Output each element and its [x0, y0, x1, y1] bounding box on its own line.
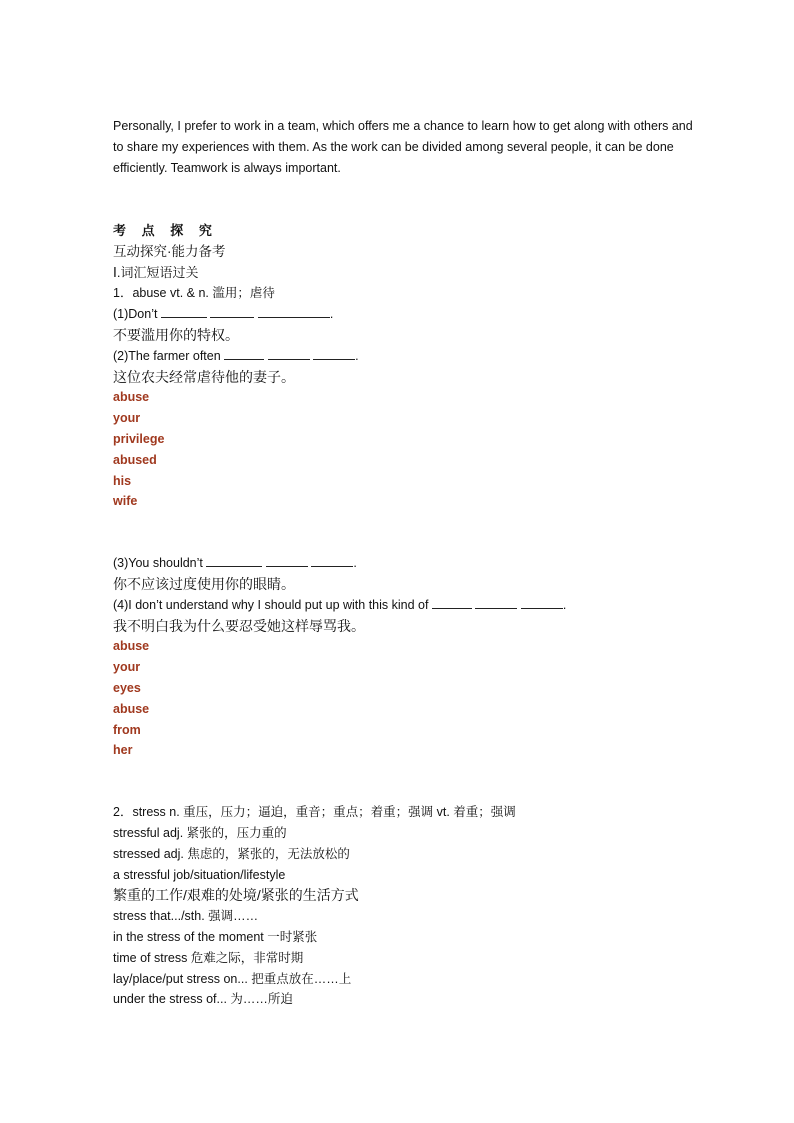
- item1-question-2-translation: 这位农夫经常虐待他的妻子。: [113, 368, 295, 385]
- answer-item: from: [113, 722, 141, 737]
- blank-8: [266, 555, 308, 567]
- blank-11: [475, 597, 517, 609]
- answer-item: abuse: [113, 639, 150, 654]
- q3-end: .: [353, 556, 357, 571]
- answer-item: her: [113, 743, 133, 758]
- answer-item: abuse: [113, 701, 150, 716]
- q3-text: (3)You shouldn’t: [113, 556, 207, 571]
- answer-block-b: [113, 636, 693, 761]
- blank-3: [258, 306, 330, 318]
- item1-question-3: [113, 553, 693, 574]
- item1-question-3-translation: 你不应该过度使用你的眼睛。: [113, 575, 295, 592]
- item2-line: time of stress 危难之际，非常时期: [113, 950, 304, 965]
- item2-line: stressful adj. 紧张的，压力重的: [113, 825, 287, 840]
- answer-item: your: [113, 660, 141, 675]
- blank-5: [268, 348, 310, 360]
- document-page: [113, 116, 693, 1010]
- q2-text: (2)The farmer often: [113, 348, 225, 363]
- answer-item: his: [113, 473, 132, 488]
- blank-12: [521, 597, 563, 609]
- blank-2: [210, 306, 254, 318]
- q2-end: .: [355, 348, 359, 363]
- blank-1: [161, 306, 207, 318]
- answer-item: privilege: [113, 431, 165, 446]
- intro-paragraph: Personally, I prefer to work in a team, which offers me a chance to learn how to get along with others and to share my experiences with them. As the work can be divided among several people, it can be done efficiently. Teamwork is always important.: [113, 119, 693, 175]
- item1-heading: 1．abuse vt. & n. 滥用；虐待: [113, 286, 275, 301]
- item2-line: under the stress of... 为……所迫: [113, 992, 293, 1007]
- blank-10: [432, 597, 472, 609]
- item2-line: lay/place/put stress on... 把重点放在……上: [113, 971, 352, 986]
- section-subtitle: 互动探究·能力备考: [113, 243, 226, 259]
- blank-7: [206, 555, 262, 567]
- blank-4: [224, 348, 264, 360]
- blank-6: [313, 348, 355, 360]
- part-heading: Ⅰ.词汇短语过关: [113, 264, 199, 280]
- q4-text: (4)I don’t understand why I should put up with this kind of: [113, 597, 432, 612]
- q1-text: (1)Don’t: [113, 307, 161, 322]
- item2-line: stressed adj. 焦虑的，紧张的，无法放松的: [113, 846, 350, 861]
- item2-line: in the stress of the moment 一时紧张: [113, 929, 318, 944]
- item2-line: 繁重的工作/艰难的处境/紧张的生活方式: [113, 887, 359, 904]
- answer-item: wife: [113, 494, 138, 509]
- answer-block-a: [113, 387, 693, 512]
- item2-line: a stressful job/situation/lifestyle: [113, 867, 286, 882]
- blank-9: [311, 555, 353, 567]
- q1-end: .: [329, 307, 334, 322]
- item2-heading: 2．stress n. 重压，压力；逼迫，重音；重点；着重；强调 vt. 着重；强调: [113, 805, 516, 820]
- item1-question-4: [113, 595, 693, 616]
- answer-item: eyes: [113, 680, 141, 695]
- item1-question-1: [113, 304, 693, 325]
- section-title: 考 点 探 究: [113, 223, 218, 238]
- item1-question-4-translation: 我不明白我为什么要忍受她这样辱骂我。: [113, 617, 365, 634]
- item1-question-2: [113, 346, 693, 367]
- answer-item: abuse: [113, 390, 150, 405]
- item2-line: stress that.../sth. 强调……: [113, 909, 259, 924]
- item1-question-1-translation: 不要滥用你的特权。: [113, 326, 239, 343]
- answer-item: abused: [113, 452, 157, 467]
- answer-item: your: [113, 411, 141, 426]
- q4-end: .: [562, 597, 567, 612]
